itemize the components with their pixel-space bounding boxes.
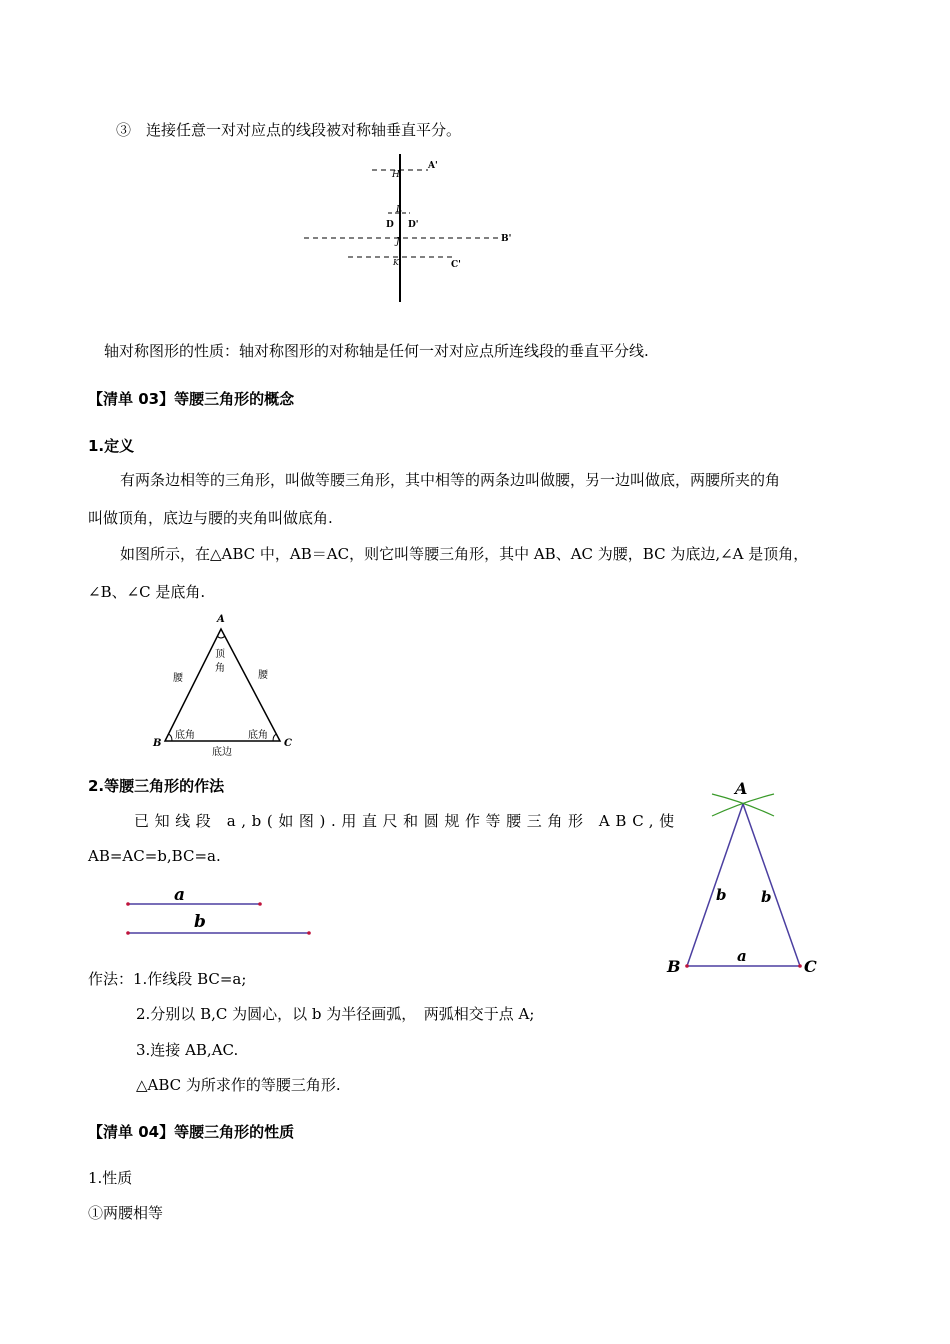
mark-k: K bbox=[393, 258, 399, 267]
side-ab bbox=[687, 804, 743, 966]
label-a-prime: A' bbox=[428, 161, 438, 171]
segment-a-start bbox=[126, 902, 130, 906]
mark-h: H bbox=[392, 170, 400, 180]
construction-line2: AB=AC=b,BC=a. bbox=[88, 847, 221, 865]
label-c-prime: C' bbox=[451, 260, 461, 270]
segment-b-end bbox=[307, 931, 311, 935]
vertex-a-label: A bbox=[217, 614, 225, 625]
definition-para2-line2: ∠B、∠C 是底角. bbox=[88, 583, 206, 601]
label-b-prime: B' bbox=[501, 234, 512, 244]
mark-j: J bbox=[396, 237, 400, 247]
vertex-c-point bbox=[798, 964, 802, 968]
section-04-title: 【清单 04】等腰三角形的性质 bbox=[88, 1123, 295, 1141]
axis-property: 轴对称图形的性质：轴对称图形的对称轴是任何一对对应点所连线段的垂直平分线. bbox=[104, 342, 649, 360]
property-item-3: ③ 连接任意一对对应点的线段被对称轴垂直平分。 bbox=[116, 121, 462, 139]
construction-triangle-figure bbox=[660, 774, 830, 978]
label-d: D bbox=[386, 220, 394, 230]
label-d-prime: D' bbox=[408, 220, 419, 230]
definition-title: 1.定义 bbox=[88, 437, 135, 455]
side-ac bbox=[743, 804, 800, 966]
vertex-c-label: C bbox=[804, 957, 817, 976]
vertex-b-point bbox=[685, 964, 689, 968]
side-bc-label: a bbox=[737, 947, 747, 965]
isosceles-triangle-figure bbox=[148, 612, 298, 760]
segment-a-end bbox=[258, 902, 262, 906]
construction-line1: 已知线段 a,b(如图).用直尺和圆规作等腰三角形 ABC,使 bbox=[134, 812, 680, 830]
property-title: 1.性质 bbox=[88, 1169, 133, 1187]
triangle-outline bbox=[165, 629, 280, 741]
segment-a-label: a bbox=[174, 885, 186, 905]
method-step-3: 3.连接 AB,AC. bbox=[136, 1041, 239, 1059]
method-step-2: 2.分别以 B,C 为圆心，以 b 为半径画弧， 两弧相交于点 A; bbox=[136, 1005, 535, 1023]
vertex-b-label: B bbox=[667, 957, 681, 976]
definition-para1-line2: 叫做顶角，底边与腰的夹角叫做底角. bbox=[88, 509, 333, 527]
side-ab-label: b bbox=[716, 886, 727, 904]
construction-title: 2.等腰三角形的作法 bbox=[88, 777, 225, 795]
section-03-title: 【清单 03】等腰三角形的概念 bbox=[88, 390, 295, 408]
definition-para2-line1: 如图所示，在△ABC 中，AB＝AC，则它叫等腰三角形，其中 AB、AC 为腰，BC 为底边,∠A 是顶角， bbox=[120, 545, 809, 563]
vertex-b-label: B bbox=[153, 738, 162, 749]
symmetry-axis-figure bbox=[300, 152, 520, 304]
method-step-1: 作法：1.作线段 BC=a; bbox=[88, 970, 247, 988]
apex-label-bottom: 角 bbox=[215, 663, 225, 674]
base-angle-right-label: 底角 bbox=[248, 730, 268, 741]
side-ac-label: b bbox=[761, 888, 772, 906]
given-segments-figure bbox=[120, 882, 320, 942]
base-label: 底边 bbox=[212, 747, 232, 758]
vertex-c-label: C bbox=[284, 738, 292, 749]
mark-l: L bbox=[396, 205, 402, 215]
left-leg-label: 腰 bbox=[173, 673, 183, 684]
segment-b-start bbox=[126, 931, 130, 935]
base-angle-left-label: 底角 bbox=[175, 730, 195, 741]
segment-b-label: b bbox=[194, 912, 206, 932]
vertex-a-label: A bbox=[735, 779, 748, 798]
right-leg-label: 腰 bbox=[258, 670, 268, 681]
property-item-1: ①两腰相等 bbox=[88, 1204, 164, 1222]
definition-para1-line1: 有两条边相等的三角形，叫做等腰三角形，其中相等的两条边叫做腰，另一边叫做底，两腰所夹的角 bbox=[120, 471, 781, 489]
method-result: △ABC 为所求作的等腰三角形. bbox=[136, 1076, 341, 1094]
apex-angle-mark bbox=[217, 636, 225, 638]
apex-label-top: 顶 bbox=[215, 649, 225, 660]
